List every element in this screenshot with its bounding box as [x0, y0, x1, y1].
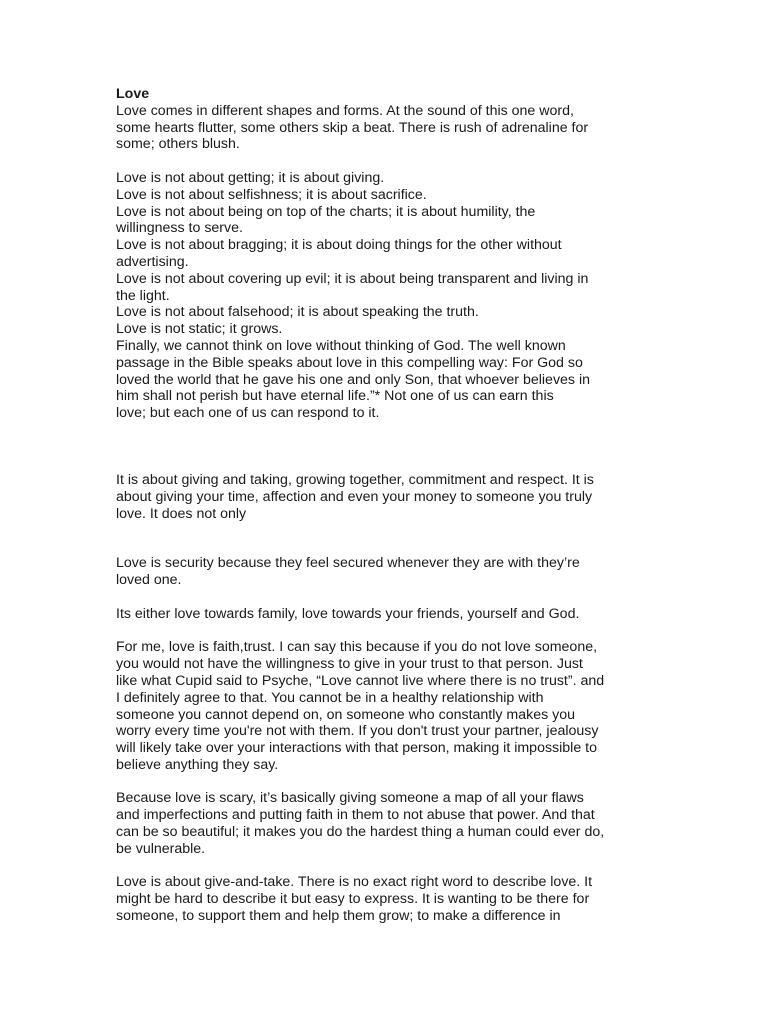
document-page	[116, 86, 656, 925]
spacer	[116, 153, 656, 170]
security-paragraph: Love is security because they feel secured whenever they are with they’re loved one.	[116, 555, 580, 589]
scary-paragraph: Because love is scary, it’s basically giving someone a map of all your flaws and imperfections and putting faith in them to not abuse that power. And that can be so beautiful; it makes you do the hardest thing a human could ever do, be vulnerable.	[116, 790, 605, 857]
spacer	[116, 623, 656, 640]
spacer	[116, 522, 656, 555]
love-is-not-list: Love is not about getting; it is about giving. Love is not about selfishness; it is about sacrifice. Love is not about being on top of the charts; it is about humility, the willingness to serve. Love is not about bragging; it is about doing things for the other without advertising. Love is not about covering up evil; it is about being transparent and living in the light. Love is not about falsehood; it is about speaking the truth. Love is not static; it grows. Finally, we cannot think on love without thinking of God. The well known passage in the Bible speaks about love in this compelling way: For God so loved the world that he gave his one and only Son, that whoever believes in him shall not perish but have eternal life.”* Not one of us can earn this love; but each one of us can respond to it.	[116, 169, 591, 422]
give-and-take-paragraph: Love is about give-and-take. There is no exact right word to describe love. It might be hard to describe it but easy to express. It is wanting to be there for someone, to support them and help them grow; to make a difference in	[116, 874, 593, 925]
spacer	[116, 858, 656, 875]
family-paragraph: Its either love towards family, love towards your friends, yourself and God.	[116, 605, 580, 622]
document-title: Love	[116, 86, 150, 102]
faith-paragraph: For me, love is faith,trust. I can say this because if you do not love someone, you would not have the willingness to give in your trust to that person. Just like what Cupid said to Psyche, “Love cannot live where there is no trust”. and I definitely agree to that. You cannot be in a healthy relationship with someone you cannot depend on, on someone who constantly makes you worry every time you're not with them. If you don't trust your partner, jealousy will likely take over your interactions with that person, making it impossible to believe anything they say.	[116, 639, 605, 773]
spacer	[116, 422, 656, 472]
spacer	[116, 589, 656, 606]
giving-paragraph: It is about giving and taking, growing together, commitment and respect. It is about giving your time, affection and even your money to someone you truly love. It does not only	[116, 471, 594, 522]
spacer	[116, 774, 656, 791]
intro-paragraph: Love comes in different shapes and forms. At the sound of this one word, some hearts flutter, some others skip a beat. There is rush of adrenaline for some; others blush.	[116, 102, 589, 153]
